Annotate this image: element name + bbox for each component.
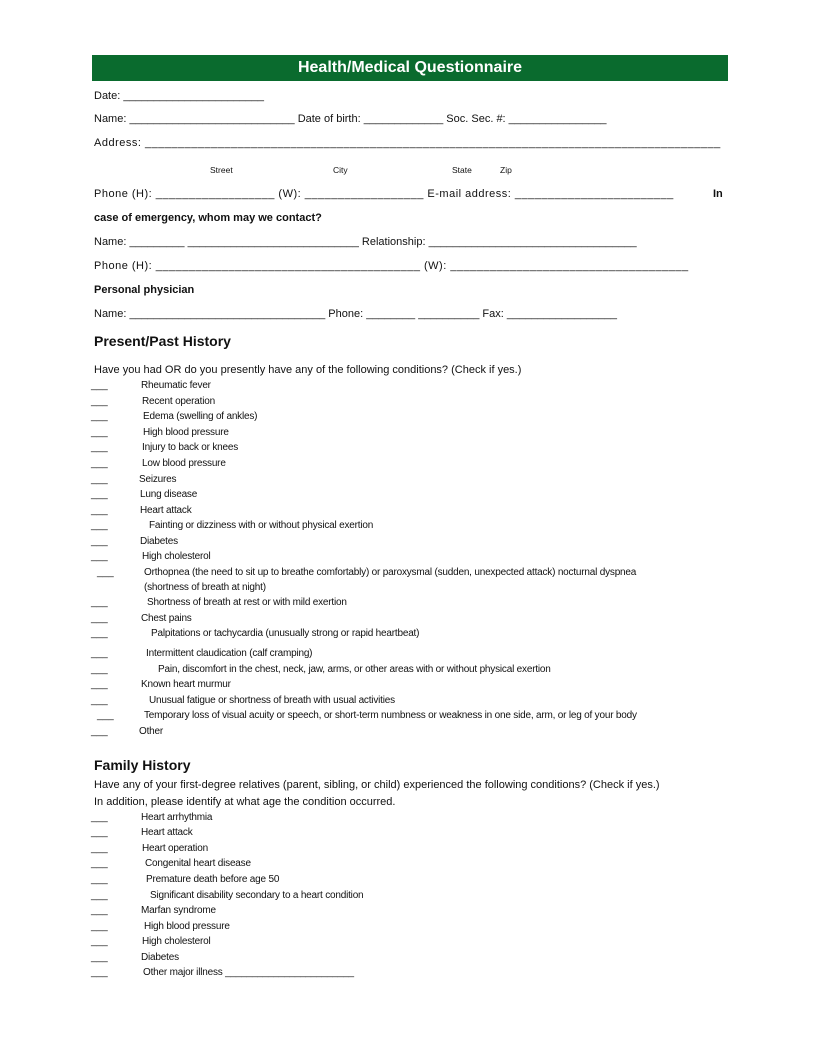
present-history-condition-label: (shortness of breath at night)	[144, 582, 266, 593]
present-history-condition-label: Heart attack	[140, 505, 192, 516]
present-history-checkbox-blank[interactable]: ___	[91, 520, 108, 531]
family-history-checkbox-blank[interactable]: ___	[91, 952, 108, 963]
present-history-condition-label: Intermittent claudication (calf cramping)	[146, 648, 313, 659]
present-history-condition-label: Injury to back or knees	[142, 442, 239, 453]
street-label: Street	[210, 165, 233, 175]
family-history-question: Have any of your first-degree relatives (parent, sibling, or child) experienced the following conditions? (Check if yes.)	[94, 779, 660, 791]
family-history-condition-label: Diabetes	[141, 952, 179, 963]
present-history-checkbox-blank[interactable]: ___	[91, 489, 108, 500]
present-history-checkbox-blank[interactable]: ___	[91, 551, 108, 562]
family-history-condition-label: Heart attack	[141, 827, 193, 838]
present-history-condition-label: Chest pains	[141, 613, 192, 624]
family-history-condition-label: Marfan syndrome	[141, 905, 216, 916]
address-field[interactable]: Address: _______________________________________________________________________________________	[94, 137, 721, 149]
physician-label: Personal physician	[94, 284, 195, 296]
present-history-checkbox-blank[interactable]: ___	[97, 710, 114, 721]
present-history-heading: Present/Past History	[94, 333, 231, 349]
present-history-condition-label: Fainting or dizziness with or without physical exertion	[149, 520, 374, 531]
state-label: State	[452, 165, 472, 175]
family-history-condition-label: Premature death before age 50	[146, 874, 280, 885]
present-history-checkbox-blank[interactable]: ___	[91, 628, 108, 639]
family-history-condition-label: Other major illness ________________________	[143, 967, 354, 978]
family-history-condition-label: High cholesterol	[142, 936, 211, 947]
family-history-checkbox-blank[interactable]: ___	[91, 936, 108, 947]
family-history-checkbox-blank[interactable]: ___	[91, 890, 108, 901]
in-text: In	[713, 188, 723, 200]
family-history-condition-label: High blood pressure	[144, 921, 230, 932]
family-history-checkbox-blank[interactable]: ___	[91, 905, 108, 916]
present-history-checkbox-blank[interactable]: ___	[91, 442, 108, 453]
family-history-checkbox-blank[interactable]: ___	[91, 921, 108, 932]
family-history-checkbox-blank[interactable]: ___	[91, 812, 108, 823]
present-history-condition-label: High blood pressure	[143, 427, 229, 438]
zip-label: Zip	[500, 165, 512, 175]
present-history-condition-label: Lung disease	[140, 489, 198, 500]
present-history-condition-label: Pain, discomfort in the chest, neck, jaw, arms, or other areas with or without physical exertion	[158, 664, 551, 675]
present-history-condition-label: Rheumatic fever	[141, 380, 211, 391]
present-history-checkbox-blank[interactable]: ___	[91, 505, 108, 516]
present-history-checkbox-blank[interactable]: ___	[91, 411, 108, 422]
family-history-checkbox-blank[interactable]: ___	[91, 874, 108, 885]
family-history-age-note: In addition, please identify at what age the condition occurred.	[94, 796, 396, 808]
present-history-checkbox-blank[interactable]: ___	[91, 427, 108, 438]
present-history-checkbox-blank[interactable]: ___	[97, 567, 114, 578]
present-history-condition-label: Other	[139, 726, 164, 737]
present-history-condition-label: Known heart murmur	[141, 679, 231, 690]
present-history-checkbox-blank[interactable]: ___	[91, 396, 108, 407]
family-history-checkbox-blank[interactable]: ___	[91, 827, 108, 838]
family-history-checkbox-blank[interactable]: ___	[91, 967, 108, 978]
name-dob-ssn-line[interactable]: Name: ___________________________ Date of birth: _____________ Soc. Sec. #: ________________	[94, 113, 607, 125]
present-history-condition-label: High cholesterol	[142, 551, 211, 562]
emergency-contact-label: case of emergency, whom may we contact?	[94, 212, 322, 224]
emergency-contact-name-line[interactable]: Name: _________ ____________________________ Relationship: __________________________________	[94, 236, 637, 248]
present-history-checkbox-blank[interactable]: ___	[91, 648, 108, 659]
family-history-condition-label: Heart operation	[142, 843, 208, 854]
present-history-condition-label: Shortness of breath at rest or with mild exertion	[147, 597, 347, 608]
present-history-checkbox-blank[interactable]: ___	[91, 726, 108, 737]
present-history-checkbox-blank[interactable]: ___	[91, 613, 108, 624]
date-field[interactable]: Date: _______________________	[94, 90, 265, 102]
family-history-condition-label: Significant disability secondary to a heart condition	[150, 890, 364, 901]
phone-email-line[interactable]: Phone (H): __________________ (W): __________________ E-mail address: ________________________	[94, 188, 674, 200]
present-history-condition-label: Edema (swelling of ankles)	[143, 411, 258, 422]
present-history-checkbox-blank[interactable]: ___	[91, 380, 108, 391]
family-history-checkbox-blank[interactable]: ___	[91, 843, 108, 854]
present-history-condition-label: Diabetes	[140, 536, 178, 547]
present-history-checkbox-blank[interactable]: ___	[91, 536, 108, 547]
present-history-condition-label: Unusual fatigue or shortness of breath with usual activities	[149, 695, 395, 706]
physician-line[interactable]: Name: ________________________________ Phone: ________ __________ Fax: __________________	[94, 308, 617, 320]
present-history-checkbox-blank[interactable]: ___	[91, 679, 108, 690]
family-history-condition-label: Congenital heart disease	[145, 858, 251, 869]
present-history-condition-label: Low blood pressure	[142, 458, 226, 469]
present-history-condition-label: Recent operation	[142, 396, 215, 407]
present-history-checkbox-blank[interactable]: ___	[91, 458, 108, 469]
family-history-checkbox-blank[interactable]: ___	[91, 858, 108, 869]
city-label: City	[333, 165, 348, 175]
present-history-checkbox-blank[interactable]: ___	[91, 695, 108, 706]
present-history-condition-label: Palpitations or tachycardia (unusually strong or rapid heartbeat)	[151, 628, 420, 639]
family-history-condition-label: Heart arrhythmia	[141, 812, 213, 823]
present-history-question: Have you had OR do you presently have any of the following conditions? (Check if yes.)	[94, 364, 522, 376]
present-history-checkbox-blank[interactable]: ___	[91, 597, 108, 608]
present-history-checkbox-blank[interactable]: ___	[91, 474, 108, 485]
present-history-condition-label: Orthopnea (the need to sit up to breathe comfortably) or paroxysmal (sudden, unexpected attack) nocturnal dyspnea	[144, 567, 637, 578]
form-title: Health/Medical Questionnaire	[92, 55, 728, 81]
present-history-condition-label: Seizures	[139, 474, 177, 485]
present-history-condition-label: Temporary loss of visual acuity or speech, or short-term numbness or weakness in one side, arm, or leg of your body	[144, 710, 637, 721]
present-history-checkbox-blank[interactable]: ___	[91, 664, 108, 675]
emergency-contact-phone-line[interactable]: Phone (H): ________________________________________ (W): ____________________________________	[94, 260, 689, 272]
family-history-heading: Family History	[94, 757, 191, 773]
